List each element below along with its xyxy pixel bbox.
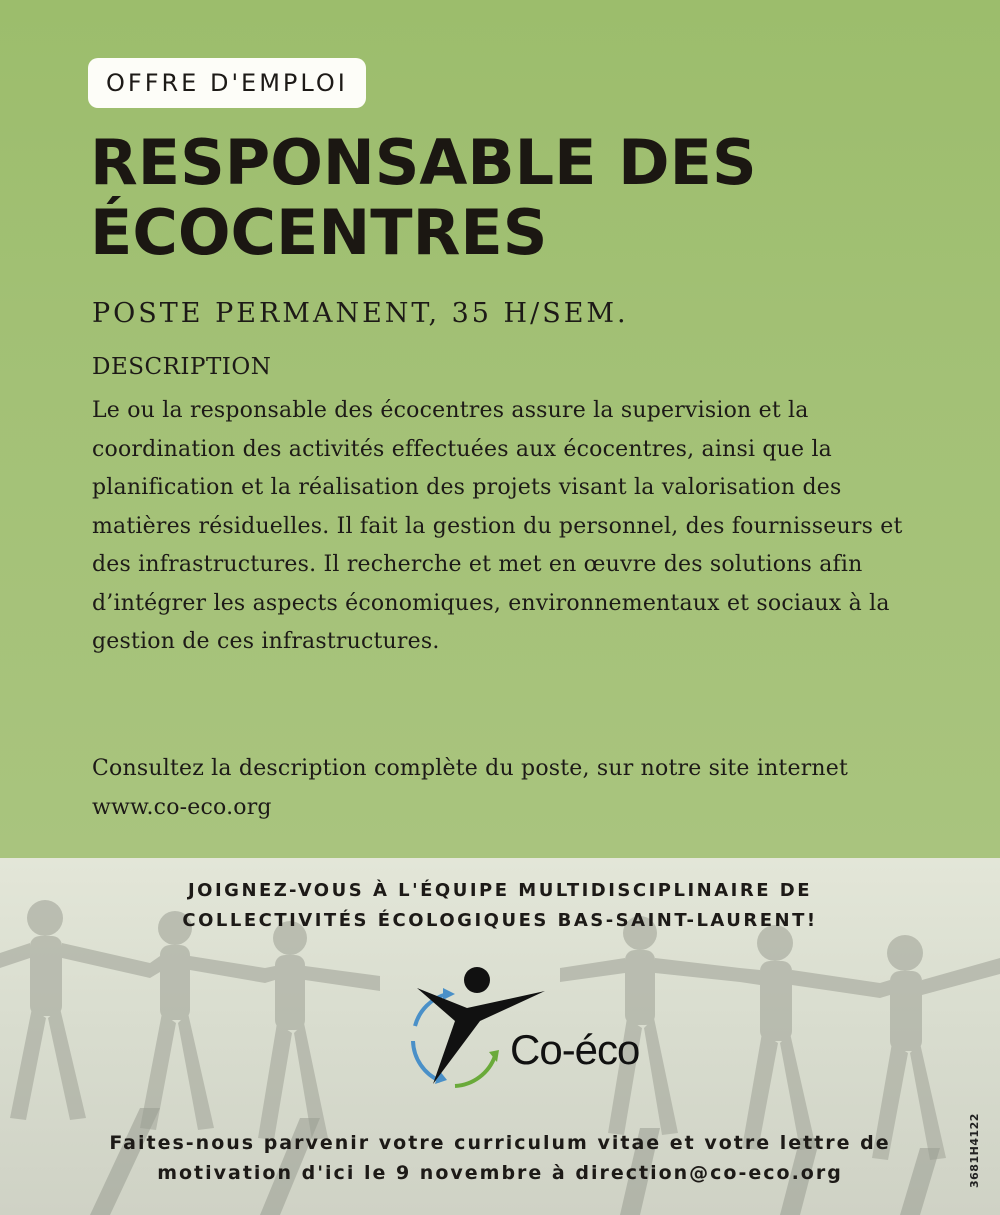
co-eco-logo-text: Co-éco	[510, 1026, 640, 1073]
job-title	[90, 128, 970, 268]
apply-instructions	[0, 1128, 1000, 1188]
apply-instructions-line-1: Faites-nous parvenir votre curriculum vitae et votre lettre de	[109, 1132, 891, 1154]
join-team-line-2: COLLECTIVITÉS ÉCOLOGIQUES BAS-SAINT-LAURENT!	[182, 910, 818, 931]
job-offer-badge: OFFRE D'EMPLOI	[88, 58, 366, 108]
apply-instructions-line-2: motivation d'ici le 9 novembre à direction@co-eco.org	[157, 1162, 843, 1184]
consult-text: Consultez la description complète du poste, sur notre site internet www.co-eco.org	[92, 756, 849, 820]
job-title-line-1: RESPONSABLE DES	[90, 126, 757, 199]
job-subtitle: POSTE PERMANENT, 35 H/SEM.	[92, 298, 629, 329]
join-team-text	[0, 876, 1000, 936]
footer-panel	[0, 858, 1000, 1215]
join-team-line-1: JOIGNEZ-VOUS À L'ÉQUIPE MULTIDISCIPLINAIRE DE	[187, 880, 813, 901]
description-heading: DESCRIPTION	[92, 354, 272, 380]
description-body: Le ou la responsable des écocentres assure la supervision et la coordination des activités effectuées aux écocentres, ainsi que la planification et la réalisation des projets visant la valorisation des matières résiduelles. Il fait la gestion du personnel, des fournisseurs et des infrastructures. Il recherche et met en œuvre des solutions afin d’intégrer les aspects économiques, environnementaux et sociaux à la gestion de ces infrastructures.	[92, 398, 903, 654]
reference-code: 3681H4122	[968, 1113, 981, 1188]
job-title-line-2: ÉCOCENTRES	[90, 196, 548, 269]
